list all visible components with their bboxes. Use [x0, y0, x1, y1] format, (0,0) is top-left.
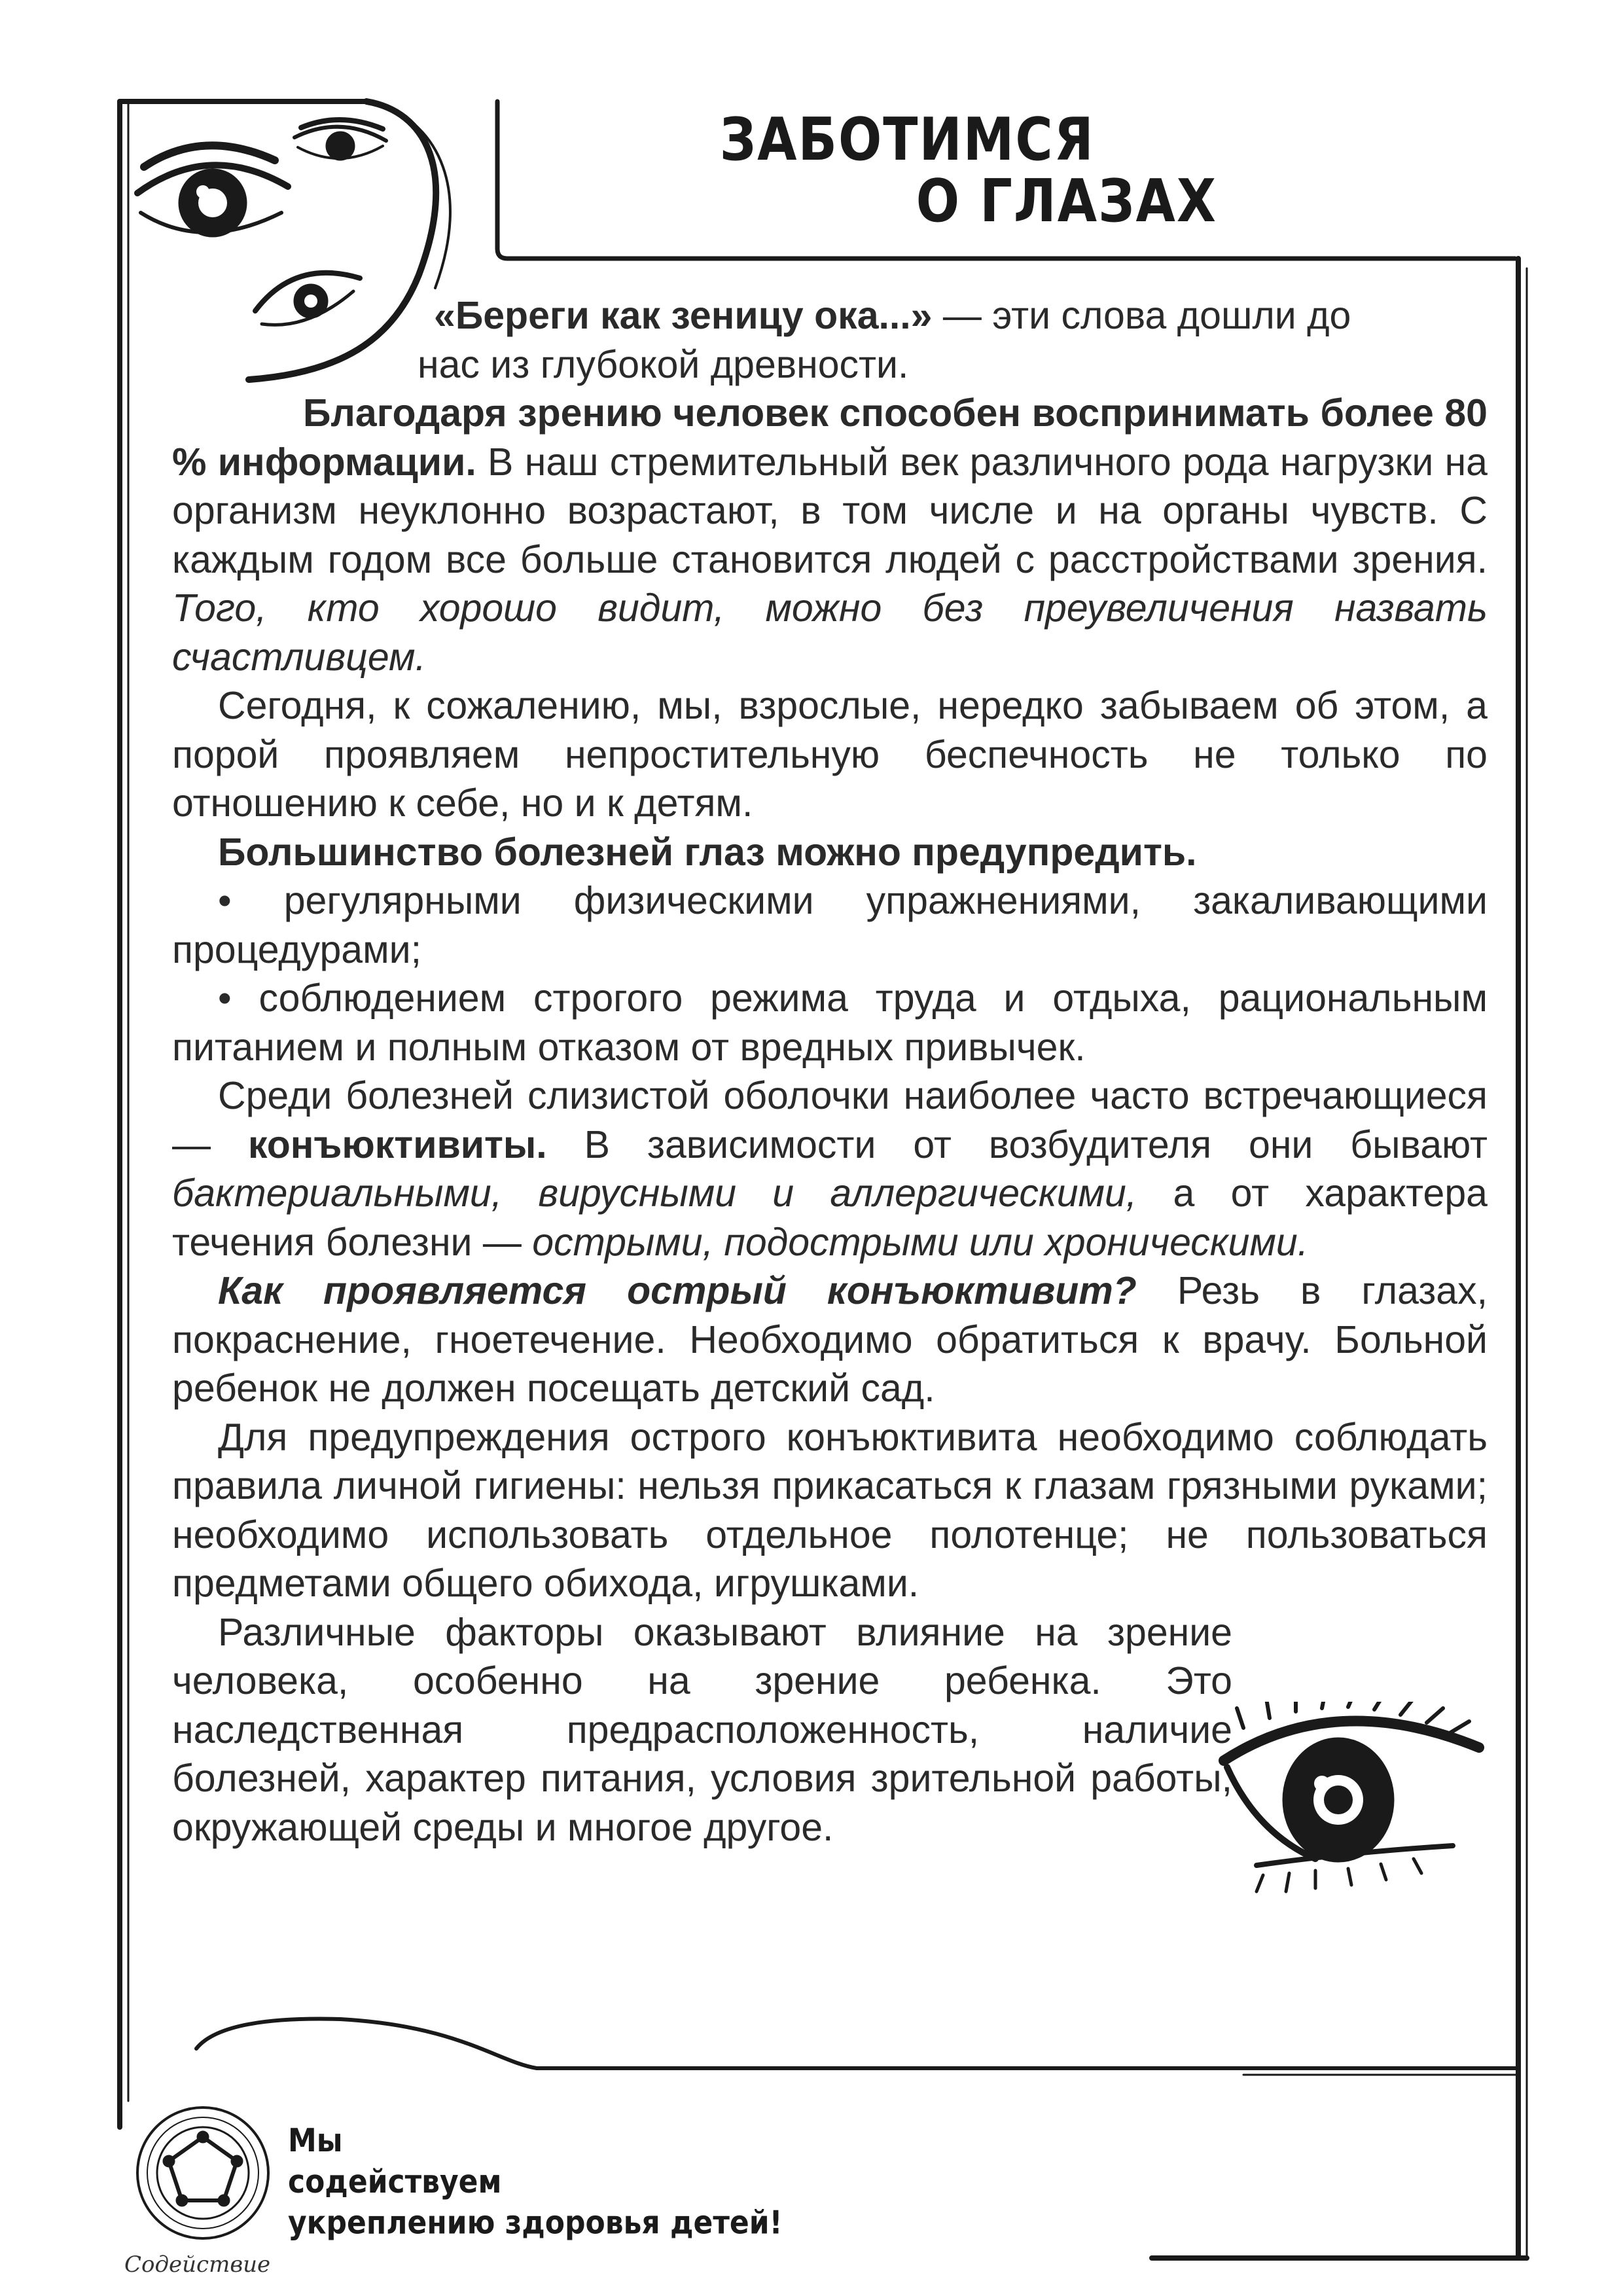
paragraph-intro-line2: нас из глубокой древности. — [418, 342, 909, 386]
conj-italic-2: острыми, подострыми или хроническими. — [532, 1220, 1309, 1264]
footer-slogan — [288, 2121, 783, 2244]
paragraph-intro — [172, 291, 1488, 340]
conj-italic-1: бактериальными, вирусными и аллергическими, — [172, 1172, 1137, 1215]
paragraph-acute — [172, 1266, 1488, 1413]
conj-bold: конъюктивиты. — [247, 1122, 547, 1166]
sodeystvie-logo-icon — [118, 2088, 275, 2258]
vision-italic: Того, кто хорошо видит, можно без преувеличения назвать счастливцем. — [172, 586, 1488, 679]
slogan-line-3: укреплению здоровья детей! — [288, 2204, 783, 2242]
intro-quote: «Береги как зеницу ока...» — [434, 294, 933, 337]
paragraph-conjunctivitis — [172, 1071, 1488, 1266]
title-line-2: О ГЛАЗАХ — [916, 168, 1217, 236]
page-title — [719, 106, 1217, 236]
slogan-line-2: содействуем — [288, 2162, 502, 2201]
bullet-exercise: • регулярными физическими упражнениями, закаливающими процедурами; — [172, 879, 1488, 971]
bullet-regime: • соблюдением строгого режима труда и отдыха, рациональным питанием и полным отказом от вредных привычек. — [172, 977, 1488, 1069]
paragraph-vision — [172, 389, 1488, 681]
conj-text-a: Среди болезней слизистой оболочки наиболее часто встречающиеся — — [172, 1074, 1488, 1166]
paragraph-prevent: Большинство болезней глаз можно предупредить. — [218, 830, 1197, 874]
vision-bold: Благодаря зрению человек способен воспринимать более 80 % информации. — [172, 391, 1488, 484]
intro-rest: — эти слова дошли до — [932, 294, 1351, 337]
paragraph-factors: Различные факторы оказывают влияние на зрение человека, особенно на зрение ребенка. Это наследственная предрасположенность, наличие болезней, характер питания, условия зрительной работы, окружающей среды и многое другое. — [172, 1610, 1232, 1849]
acute-question: Как проявляется острый конъюктивит? — [218, 1269, 1137, 1312]
conj-text-c: а от характера течения болезни — — [172, 1172, 1488, 1264]
title-line-1: ЗАБОТИМСЯ — [719, 106, 1095, 174]
vision-text: В наш стремительный век различного рода нагрузки на организм неуклонно возрастают, в том числе и на органы чувств. С каждым годом все больше становится людей с расстройствами зрения. — [172, 440, 1488, 581]
paragraph-today: Сегодня, к сожалению, мы, взрослые, нередко забываем об этом, а порой проявляем непростительную беспечность не только по отношению к себе, но и к детям. — [172, 684, 1488, 825]
conj-text-b: В зависимости от возбудителя они бывают — [546, 1122, 1488, 1166]
paragraph-hygiene: Для предупреждения острого конъюктивита необходимо соблюдать правила личной гигиены: нельзя прикасаться к глазам грязными руками; необходимо использовать отдельное полотенце; не пользоваться предметами общего обихода, игрушками. — [172, 1415, 1488, 1605]
eye-illustration-icon — [1217, 1702, 1492, 1898]
article-body — [172, 291, 1488, 1852]
slogan-line-1: Мы — [288, 2122, 343, 2160]
logo-caption: Содействие — [124, 2251, 271, 2278]
acute-text: Резь в глазах, покраснение, гноетечение. Необходимо обратиться к врачу. Больной ребенок не должен посещать детский сад. — [172, 1269, 1488, 1410]
